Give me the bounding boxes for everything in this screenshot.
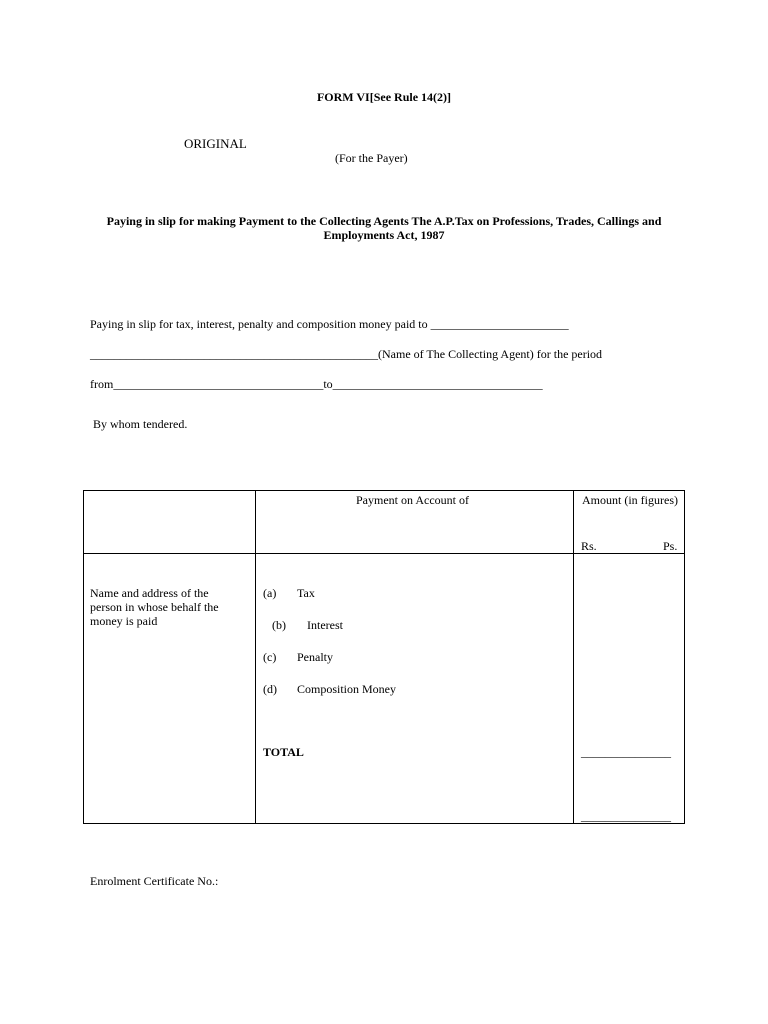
item-letter: (b) <box>272 618 286 632</box>
table-divider <box>573 491 574 823</box>
item-label: Tax <box>297 586 315 600</box>
total-label: TOTAL <box>263 745 304 759</box>
rs-label: Rs. <box>581 539 597 553</box>
total-amount-line: _______________ <box>581 809 671 823</box>
collecting-agent-line: ________________________________________________(Name of The Collecting Agent) for the period <box>90 347 603 361</box>
paid-to-line: Paying in slip for tax, interest, penalty and composition money paid to _______________________ <box>90 317 569 331</box>
original-label: ORIGINAL <box>184 136 247 151</box>
item-letter: (d) <box>263 682 277 696</box>
total-amount-line: _______________ <box>581 745 671 759</box>
for-payer-label: (For the Payer) <box>335 151 408 165</box>
item-label: Interest <box>307 618 343 632</box>
payment-table <box>83 490 685 824</box>
main-heading: Paying in slip for making Payment to the Collecting Agents The A.P.Tax on Professions, Trades, Callings and Employments Act, 1987 <box>106 214 662 242</box>
by-whom-tendered: By whom tendered. <box>93 417 188 431</box>
item-label: Composition Money <box>297 682 397 696</box>
enrolment-certificate-label: Enrolment Certificate No.: <box>90 874 219 888</box>
table-divider <box>255 491 256 823</box>
item-letter: (c) <box>263 650 277 664</box>
header-amount: Amount (in figures) <box>582 493 678 507</box>
item-letter: (a) <box>263 586 277 600</box>
ps-label: Ps. <box>663 539 678 553</box>
period-line: from___________________________________to___________________________________ <box>90 377 543 391</box>
name-address-label: Name and address of the person in whose behalf the money is paid <box>90 586 219 628</box>
form-title: FORM VI[See Rule 14(2)] <box>316 90 452 104</box>
item-label: Penalty <box>297 650 333 664</box>
table-header-divider <box>84 553 684 554</box>
header-payment-on-account: Payment on Account of <box>356 493 469 507</box>
